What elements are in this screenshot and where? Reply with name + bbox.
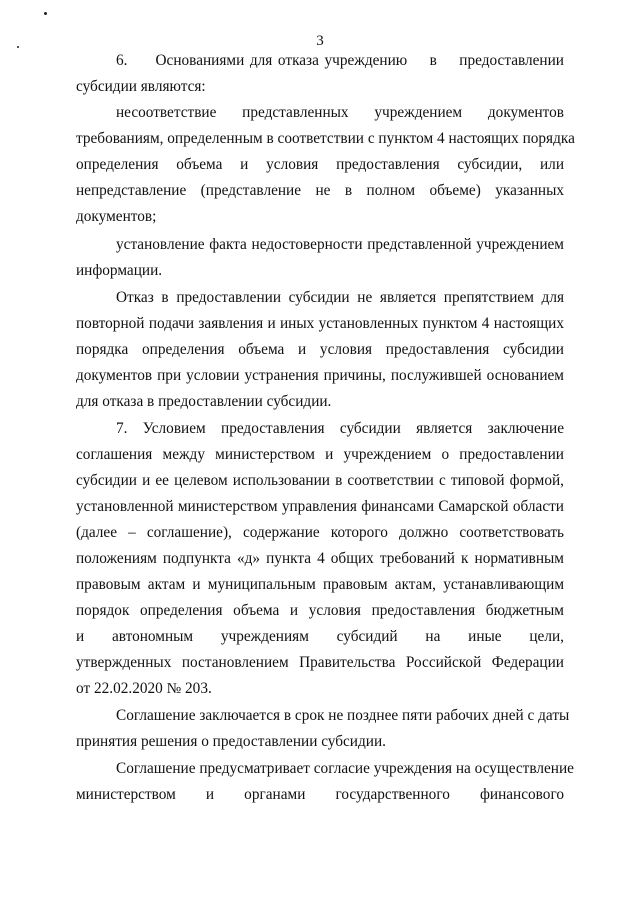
paragraph-line: повторной подачи заявления и иных установленных пунктом 4 настоящих [76,315,564,332]
paragraph-line: Соглашение заключается в срок не позднее пяти рабочих дней с даты [116,707,570,724]
paragraph-line: 7. Условием предоставления субсидии является заключение [116,420,564,437]
paragraph-line: утвержденных постановлением Правительства Российской Федерации [76,654,564,671]
paragraph-line: для отказа в предоставлении субсидии. [76,393,332,410]
paragraph-line: Соглашение предусматривает согласие учреждения на осуществление [116,760,574,777]
paragraph-line: правовым актам и муниципальным правовым актам, устанавливающим [76,576,564,593]
paragraph-line: Отказ в предоставлении субсидии не является препятствием для [116,289,564,306]
paragraph-line: установление факта недостоверности представленной учреждением [116,236,564,253]
paragraph-line: установленной министерством управления финансами Самарской области [76,498,564,515]
paragraph-line: 6. Основаниями для отказа учреждению в предоставлении [116,52,564,69]
paragraph-line: порядок определения объема и условия предоставления бюджетным [76,602,564,619]
paragraph-line: определения объема и условия предоставления субсидии, или [76,156,564,173]
scan-speck [44,12,47,15]
paragraph-line: от 22.02.2020 № 203. [76,680,212,697]
paragraph-line: документов; [76,208,157,225]
paragraph-line: (далее – соглашение), содержание которого должно соответствовать [76,524,564,541]
paragraph-line: требованиям, определенным в соответствии с пунктом 4 настоящих порядка [76,130,575,147]
paragraph-line: документов при условии устранения причины, послужившей основанием [76,367,564,384]
paragraph-line: и автономным учреждениям субсидий на иные цели, [76,628,564,645]
paragraph-line: порядка определения объема и условия предоставления субсидии [76,341,564,358]
paragraph-line: субсидии и ее целевом использовании в соответствии с типовой формой, [76,472,564,489]
paragraph-line: соглашения между министерством и учреждением о предоставлении [76,446,564,463]
paragraph-line: субсидии являются: [76,78,206,95]
paragraph-line: несоответствие представленных учреждением документов [116,104,564,121]
paragraph-line: принятия решения о предоставлении субсидии. [76,733,386,750]
paragraph-line: информации. [76,262,163,279]
page-number: 3 [316,33,324,49]
paragraph-line: положениям подпункта «д» пункта 4 общих требований к нормативным [76,550,564,567]
paragraph-line: непредставление (представление не в полном объеме) указанных [76,182,564,199]
paragraph-line: министерством и органами государственного финансового [76,786,564,803]
